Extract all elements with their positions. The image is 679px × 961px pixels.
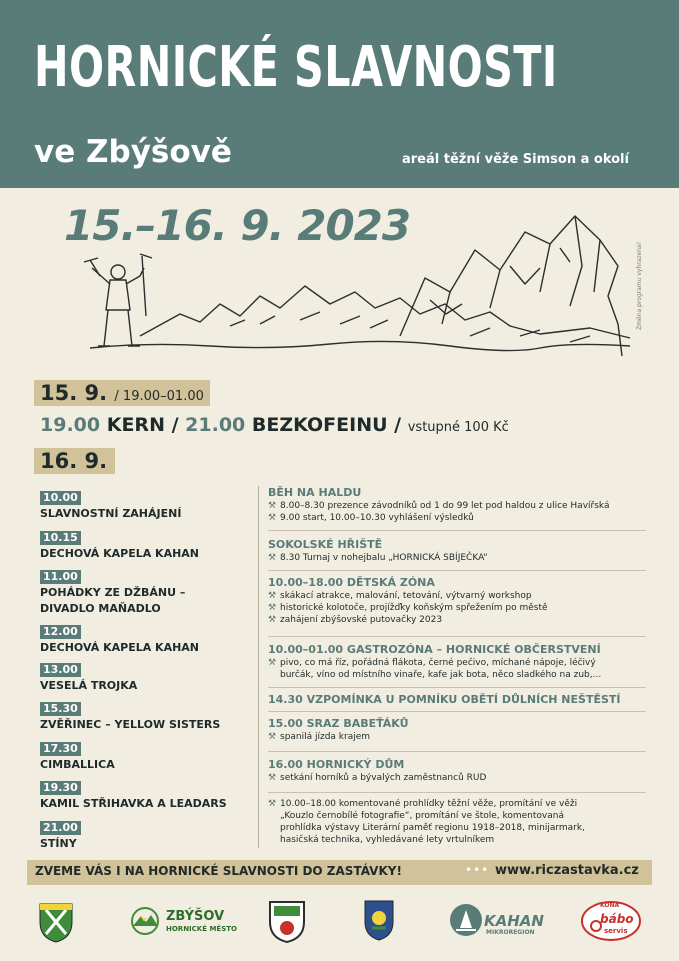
section-item: ⚒ pivo, co má říz, pořádná flákota, černé pečivo, míchané nápoje, léčivý — [268, 657, 648, 669]
day1-label: 15. 9. — [40, 381, 108, 405]
section-babetaku — [268, 717, 648, 743]
program-time: 21.00 — [40, 821, 81, 835]
day1-time: / 19.00–01.00 — [114, 389, 204, 404]
program-name-line2: DIVADLO MAŇADLO — [40, 602, 161, 615]
section-item-continued: hasičská technika, vyhledávané lety vrtulníkem — [280, 835, 495, 845]
kahan-logo-subtext: MIKROREGION — [486, 929, 535, 936]
section-separator — [268, 751, 646, 752]
footer-dots: ••• — [465, 863, 490, 877]
section-gastro — [268, 643, 648, 681]
act2-name: BEZKOFEINU — [251, 414, 388, 436]
section-prohlidky — [268, 798, 648, 846]
zbysov-logo-subtext: HORNICKÉ MĚSTO — [166, 925, 237, 933]
green-crest-logo — [34, 900, 78, 944]
red-crest-logo — [266, 898, 308, 944]
program-time: 10.00 — [40, 491, 81, 505]
section-item: ⚒ historické kolotoče, projížďky koňským spřežením po městě — [268, 602, 648, 614]
side-note: Změna programu vyhrazena! — [636, 241, 643, 330]
section-heading: 14.30 VZPOMÍNKA U POMNÍKU OBĚTÍ DŮLNÍCH NEŠTĚSTÍ — [268, 693, 621, 706]
section-deti — [268, 576, 648, 626]
program-time: 15.30 — [40, 702, 81, 716]
section-item: ⚒ 10.00–18.00 komentované prohlídky těžní věže, promítání ve věži — [268, 798, 648, 810]
header-band — [0, 0, 679, 188]
section-heading: SOKOLSKÉ HŘIŠTĚ — [268, 538, 383, 551]
section-heading: 15.00 SRAZ BABEŤÁKŮ — [268, 717, 409, 730]
program-time: 13.00 — [40, 663, 81, 677]
section-separator — [268, 711, 646, 712]
miner-landscape-illustration — [70, 196, 650, 368]
section-vzpominka — [268, 693, 648, 707]
program-name: DECHOVÁ KAPELA KAHAN — [40, 547, 200, 560]
program-item — [40, 526, 199, 561]
program-name: DECHOVÁ KAPELA KAHAN — [40, 641, 200, 654]
section-beh — [268, 486, 648, 524]
section-separator — [268, 792, 646, 793]
footer-url[interactable]: www.riczastavka.cz — [495, 863, 639, 878]
program-item — [40, 565, 185, 616]
day2-label: 16. 9. — [34, 448, 115, 474]
act1-time: 19.00 — [40, 414, 101, 436]
section-item: ⚒ 8.30 Turnaj v nohejbalu „HORNICKÁ SBÍJEČKA“ — [268, 552, 648, 564]
column-divider — [258, 486, 259, 848]
section-separator — [268, 687, 646, 688]
event-date: 15.–16. 9. 2023 — [64, 201, 411, 250]
program-time: 17.30 — [40, 742, 81, 756]
section-item: ⚒ spanilá jízda krajem — [268, 731, 648, 743]
program-time: 10.15 — [40, 531, 81, 545]
footer-band — [27, 860, 652, 885]
babo-logo-top-text: KOŇA — [600, 902, 620, 909]
babo-logo-subtext: servis — [604, 927, 628, 935]
babo-logo-text: bábo — [600, 912, 634, 926]
program-name: KAMIL STŘIHAVKA A LEADARS — [40, 797, 227, 810]
zbysov-mountain-icon — [128, 906, 162, 936]
program-item — [40, 816, 81, 851]
program-name: ZVĚŘINEC – YELLOW SISTERS — [40, 718, 221, 731]
kahan-logo-text: KAHAN — [484, 912, 544, 930]
venue-text: areál těžní věže Simson a okolí — [402, 152, 629, 167]
section-separator — [268, 530, 646, 531]
section-separator — [268, 636, 646, 637]
program-item — [40, 776, 227, 811]
blue-crest-logo — [362, 898, 396, 942]
section-item: ⚒ 8.00–8.30 prezence závodníků od 1 do 99 let pod haldou z ulice Havířská — [268, 500, 648, 512]
section-item: ⚒ skákací atrakce, malování, tetování, výtvarný workshop — [268, 590, 648, 602]
program-time: 12.00 — [40, 625, 81, 639]
program-time: 19.30 — [40, 781, 81, 795]
lineup-separator-2: / — [394, 414, 402, 436]
program-item — [40, 737, 115, 772]
program-name: VESELÁ TROJKA — [40, 679, 138, 692]
section-heading: BĚH NA HALDU — [268, 486, 362, 499]
program-name: POHÁDKY ZE DŽBÁNU – — [40, 586, 186, 599]
program-time: 11.00 — [40, 570, 81, 584]
day1-label-badge — [34, 380, 210, 406]
section-item: ⚒ zahájení zbýšovské putovačky 2023 — [268, 614, 648, 626]
program-item — [40, 697, 220, 732]
page-subtitle: ve Zbýšově — [34, 134, 232, 170]
section-item-continued: „Kouzlo černobílé fotografie“, promítání ve štole, komentovaná — [280, 811, 564, 821]
section-item-continued: burčák, víno od místního vinaře, kafe jak bota, něco sladkého na zub,... — [280, 670, 602, 680]
program-name: SLAVNOSTNÍ ZAHÁJENÍ — [40, 507, 182, 520]
program-item — [40, 658, 137, 693]
section-item: ⚒ 9.00 start, 10.00–10.30 vyhlášení výsledků — [268, 512, 648, 524]
entry-fee: vstupné 100 Kč — [407, 420, 509, 435]
program-item — [40, 620, 199, 655]
section-item-continued: prohlídka výstavy Literární paměť regionu 1918–2018, minijarmark, — [280, 823, 585, 833]
page-title: HORNICKÉ SLAVNOSTI — [34, 35, 558, 100]
act1-name: KERN — [106, 414, 165, 436]
section-separator — [268, 570, 646, 571]
section-heading: 16.00 HORNICKÝ DŮM — [268, 758, 405, 771]
act2-time: 21.00 — [185, 414, 246, 436]
program-name: STÍNY — [40, 837, 77, 850]
footer-invite: ZVEME VÁS I NA HORNICKÉ SLAVNOSTI DO ZASTÁVKY! — [35, 864, 402, 878]
section-heading: 10.00–18.00 DĚTSKÁ ZÓNA — [268, 576, 435, 589]
zbysov-logo-text: ZBÝŠOV — [166, 909, 225, 924]
day1-lineup — [40, 413, 509, 440]
program-name: CIMBALLICA — [40, 758, 115, 771]
section-item: ⚒ setkání horníků a bývalých zaměstnanců RUD — [268, 772, 648, 784]
section-heading: 10.00–01.00 GASTROZÓNA – HORNICKÉ OBČERSTVENÍ — [268, 643, 601, 656]
lineup-separator: / — [171, 414, 179, 436]
section-sokol — [268, 538, 648, 564]
program-item — [40, 486, 181, 521]
kahan-lamp-icon — [448, 902, 484, 938]
section-dum — [268, 758, 648, 784]
